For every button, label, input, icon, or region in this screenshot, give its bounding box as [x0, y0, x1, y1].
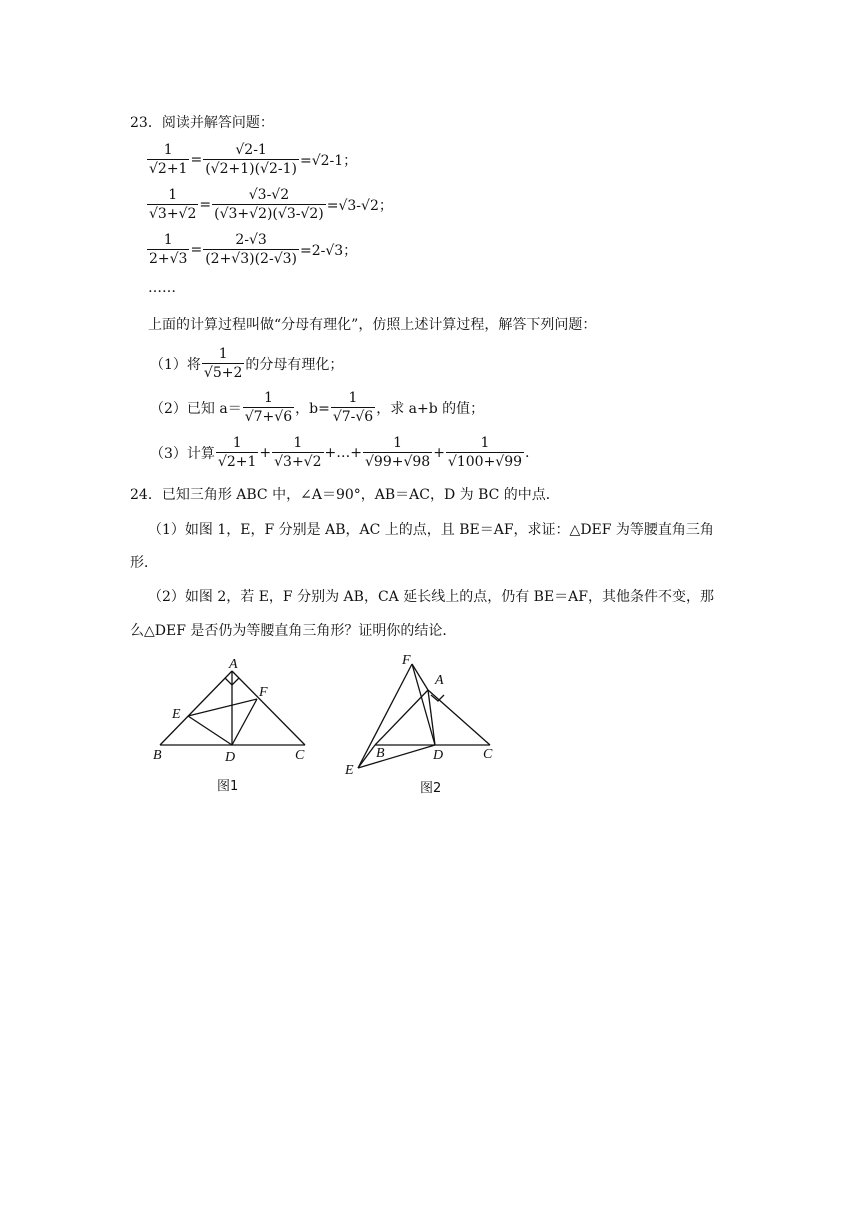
label-b: B — [153, 748, 162, 763]
label-b: B — [376, 746, 385, 761]
label-c: C — [483, 747, 493, 762]
segment-ed — [188, 716, 232, 745]
fraction: $\frac{1}{√2+1}$ — [149, 142, 188, 177]
segment-af — [412, 664, 428, 690]
label-f: F — [259, 685, 268, 700]
figure-2-caption: 图2 — [420, 781, 442, 796]
fraction: $\frac{1}{√5+2}$ — [203, 346, 243, 381]
question-title: 阅读并解答问题： — [161, 115, 274, 131]
label-f: F — [402, 653, 411, 668]
fraction: $\frac{1}{√2+1}$ — [217, 435, 257, 470]
segment-ab — [375, 690, 428, 745]
label-a: A — [435, 673, 444, 688]
fraction: $\frac{√2-1}{(√2+1)(√2-1)}$ — [205, 142, 297, 177]
fraction: $\frac{1}{√3+√2}$ — [149, 187, 197, 222]
fraction-b: $\frac{1}{√7-√6}$ — [332, 390, 374, 425]
fraction: $\frac{2-√3}{(2+√3)(2-√3)}$ — [205, 232, 297, 267]
segment-ed — [358, 745, 435, 768]
q24-part-1-line-1: （1）如图 1，E，F 分别是 AB，AC 上的点，且 BE＝AF，求证：△DEF 为等腰直角三角 — [148, 522, 714, 538]
q23-part-2: （2）已知 a＝ $\frac{1}{√7+√6}$ ，b= $\frac{1}{√7-√6}$ ，求 a+b 的值； — [150, 390, 485, 425]
q24-part-2-line-2: 么△DEF 是否仍为等腰直角三角形？证明你的结论． — [130, 623, 457, 639]
label-d: D — [433, 748, 444, 763]
label-e: E — [172, 707, 181, 722]
q23-part-3: （3）计算 $\frac{1}{√2+1}$ + $\frac{1}{√3+√2}$ +…+ $\frac{1}{√99+√98}$ + $\frac{1}{√100+√99}$ . — [150, 435, 530, 470]
question-number: 24． — [130, 487, 162, 503]
step-3: $\frac{1}{2+√3}$ = $\frac{2-√3}{(2+√3)(2-√3)}$ =2-√3； — [149, 232, 358, 267]
figure-1 — [145, 655, 320, 800]
q24-part-1-line-2: 形． — [130, 555, 158, 571]
segment-ac — [232, 671, 305, 745]
question-number: 23． — [130, 115, 162, 131]
label-e: E — [345, 763, 354, 778]
segment-be — [358, 745, 375, 768]
segment-fd — [232, 699, 257, 745]
q23-part-1: （1）将 $\frac{1}{√5+2}$ 的分母有理化； — [150, 346, 344, 381]
segment-ac — [428, 690, 490, 745]
segment-fe — [358, 664, 412, 768]
q23-intro: 上面的计算过程叫做“分母有理化”，仿照上述计算过程，解答下列问题： — [148, 317, 597, 333]
q24-stem — [130, 484, 560, 504]
label-c: C — [295, 748, 305, 763]
segment-fd — [412, 664, 435, 745]
question-stem: 已知三角形 ABC 中，∠A＝90°，AB＝AC，D 为 BC 的中点． — [161, 487, 560, 503]
figure-1-caption: 图1 — [217, 779, 239, 794]
fraction-a: $\frac{1}{√7+√6}$ — [244, 390, 293, 425]
segment-ef — [188, 699, 257, 716]
fraction: $\frac{1}{√3+√2}$ — [274, 435, 322, 470]
fraction: $\frac{1}{√100+√99}$ — [447, 435, 523, 470]
label-a: A — [229, 657, 238, 672]
q24-part-2-line-1: （2）如图 2，若 E，F 分别为 AB，CA 延长线上的点，仍有 BE＝AF，其他条件不变，那 — [148, 589, 715, 605]
fraction: $\frac{1}{√99+√98}$ — [364, 435, 431, 470]
figure-2 — [340, 650, 510, 800]
fraction: $\frac{1}{2+√3}$ — [149, 232, 188, 267]
step-1: $\frac{1}{√2+1}$ = $\frac{√2-1}{(√2+1)(√2-1)}$ =√2-1； — [149, 142, 358, 177]
label-d: D — [225, 750, 236, 765]
q23-header — [130, 112, 274, 132]
fraction: $\frac{√3-√2}{(√3+√2)(√3-√2)}$ — [214, 187, 324, 222]
ellipsis: …… — [148, 280, 176, 296]
step-2: $\frac{1}{√3+√2}$ = $\frac{√3-√2}{(√3+√2)(√3-√2)}$ =√3-√2； — [149, 187, 393, 222]
